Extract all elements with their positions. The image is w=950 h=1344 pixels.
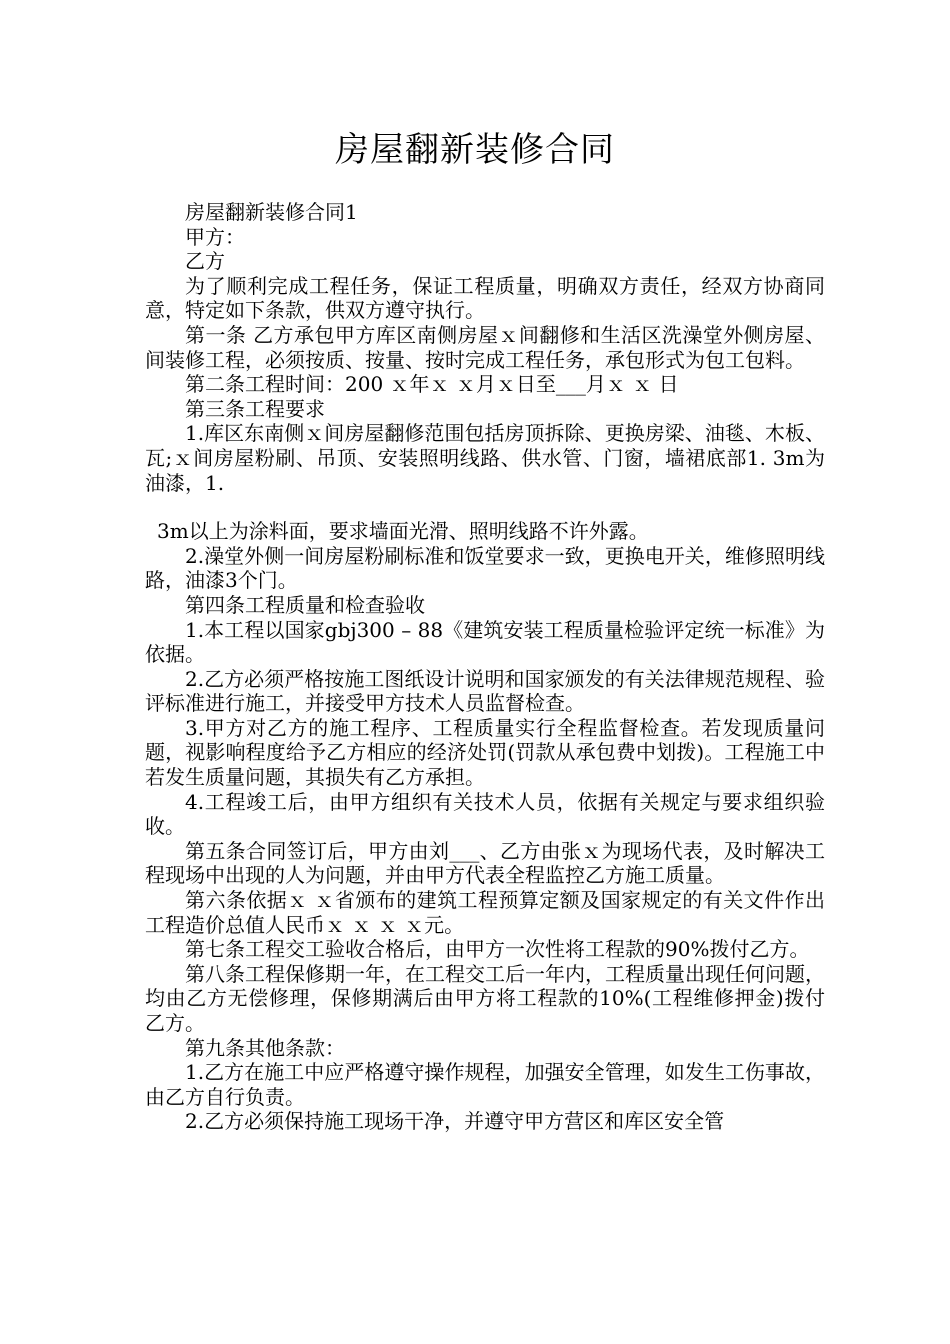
paragraph-article-9: 第九条其他条款： [185,1035,345,1060]
paragraph-article-4-item-1: 1.本工程以国家gbj300 – 88《建筑安装工程质量检验评定统一标准》为依据。 [145,617,825,667]
paragraph-article-3-item-1: 1.库区东南侧ｘ间房屋翻修范围包括房顶拆除、更换房梁、油毯、木板、瓦;ｘ间房屋粉刷、吊顶、安装照明线路、供水管、门窗，墙裙底部1. 3m为油漆，1. [145,421,825,495]
paragraph-article-9-item-2: 2.乙方必须保持施工现场干净，并遵守甲方营区和库区安全管 [185,1109,725,1134]
paragraph-article-1: 第一条 乙方承包甲方库区南侧房屋ｘ间翻修和生活区洗澡堂外侧房屋、间装修工程，必须按质、按量、按时完成工程任务，承包形式为包工包料。 [145,322,825,372]
paragraph-party-a: 甲方： [185,224,245,249]
paragraph-article-5: 第五条合同签订后，甲方由刘___、乙方由张ｘ为现场代表，及时解决工程现场中出现的人为问题，并由甲方代表全程监控乙方施工质量。 [145,838,825,888]
paragraph-article-7: 第七条工程交工验收合格后，由甲方一次性将工程款的90%拨付乙方。 [185,937,810,962]
paragraph-article-3-item-1-cont: 3m以上为涂料面，要求墙面光滑、照明线路不许外露。 [157,519,649,544]
paragraph-article-9-item-1: 1.乙方在施工中应严格遵守操作规程，加强安全管理，如发生工伤事故，由乙方自行负责。 [145,1060,825,1109]
paragraph-article-4-item-4: 4.工程竣工后，由甲方组织有关技术人员，依据有关规定与要求组织验收。 [145,789,825,839]
paragraph-article-4-item-3: 3.甲方对乙方的施工程序、工程质量实行全程监督检查。若发现质量问题，视影响程度给予乙方相应的经济处罚(罚款从承包费中划拨)。工程施工中若发生质量问题，其损失有乙方承担。 [145,715,825,790]
paragraph-article-3-item-2: 2.澡堂外侧一间房屋粉刷标准和饭堂要求一致，更换电开关，维修照明线路，油漆3个门。 [145,543,825,593]
paragraph-article-4: 第四条工程质量和检查验收 [185,592,425,617]
paragraph-preamble: 为了顺利完成工程任务，保证工程质量，明确双方责任，经双方协商同意，特定如下条款，供双方遵守执行。 [145,273,825,323]
paragraph-article-6: 第六条依据ｘ ｘ省颁布的建筑工程预算定额及国家规定的有关文件作出工程造价总值人民币ｘ ｘ ｘ ｘ元。 [145,888,825,937]
paragraph-subtitle: 房屋翻新装修合同1 [185,200,358,224]
paragraph-article-8: 第八条工程保修期一年，在工程交工后一年内，工程质量出现任何问题，均由乙方无偿修理，保修期满后由甲方将工程款的10%(工程维修押金)拨付乙方。 [145,961,825,1035]
paragraph-article-3: 第三条工程要求 [185,396,325,421]
paragraph-article-2: 第二条工程时间：200 ｘ年ｘ ｘ月ｘ日至___月ｘ ｘ 日 [185,372,679,397]
paragraph-party-b: 乙方 [185,249,225,274]
paragraph-article-4-item-2: 2.乙方必须严格按施工图纸设计说明和国家颁发的有关法律规范规程、验评标准进行施工，并接受甲方技术人员监督检查。 [145,666,825,716]
document-title: 房屋翻新装修合同 [335,130,615,170]
document-body [145,200,825,1134]
